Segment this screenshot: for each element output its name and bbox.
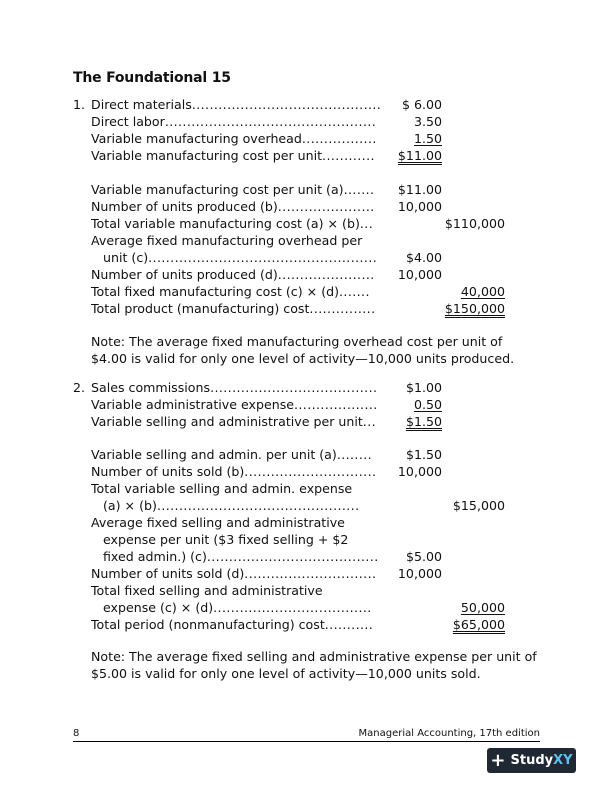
row-label: fixed admin.) (c) bbox=[103, 549, 207, 564]
section-2-row bbox=[0, 582, 612, 599]
row-label: Variable administrative expense bbox=[91, 397, 294, 412]
leader-dots: ... bbox=[359, 216, 374, 231]
section-1-row bbox=[0, 198, 612, 215]
section-1-row bbox=[0, 232, 612, 249]
section-1-row bbox=[0, 130, 612, 147]
section-2-row bbox=[0, 463, 612, 480]
leader-dots: ....... bbox=[339, 284, 370, 299]
leader-dots: ................... bbox=[294, 397, 378, 412]
section-2-row bbox=[0, 396, 612, 413]
amount: 10,000 bbox=[397, 199, 442, 214]
row-label: Number of units produced (b) bbox=[91, 199, 278, 214]
row-label: Total variable selling and admin. expense bbox=[91, 481, 353, 496]
note: Note: The average fixed selling and administrative expense per unit of $5.00 is valid for only one level of activity—10,000 units sold. bbox=[91, 649, 537, 681]
leader-dots: ................................................ bbox=[164, 114, 377, 129]
row-label: Average fixed selling and administrative bbox=[91, 515, 345, 530]
amount: 1.50 bbox=[413, 131, 442, 146]
amount: $ 6.00 bbox=[401, 97, 442, 112]
leader-dots: ............... bbox=[309, 301, 376, 316]
amount: $5.00 bbox=[405, 549, 442, 564]
section-1-row bbox=[0, 266, 612, 283]
section-2-row bbox=[0, 548, 612, 565]
amount: $11.00 bbox=[397, 182, 442, 197]
section-2-row bbox=[0, 514, 612, 531]
section-1-row bbox=[0, 181, 612, 198]
leader-dots: ........... bbox=[324, 617, 374, 632]
row-label: Average fixed manufacturing overhead per bbox=[91, 233, 363, 248]
plus-icon: + bbox=[490, 749, 506, 771]
section-number: 1. bbox=[73, 97, 86, 112]
row-label: Number of units produced (d) bbox=[91, 267, 278, 282]
row-label: Total fixed selling and administrative bbox=[91, 583, 323, 598]
leader-dots: ....... bbox=[343, 182, 375, 197]
section-1-row bbox=[0, 215, 612, 232]
row-label: Total fixed manufacturing cost (c) × (d) bbox=[91, 284, 340, 299]
row-label: Total product (manufacturing) cost bbox=[91, 301, 310, 316]
logo-text: Study bbox=[510, 753, 554, 768]
section-1-row bbox=[0, 96, 612, 113]
amount: $1.50 bbox=[405, 414, 442, 429]
page-title: The Foundational 15 bbox=[73, 70, 231, 86]
total-amount: $110,000 bbox=[444, 216, 505, 231]
section-2-row bbox=[0, 413, 612, 430]
amount: 10,000 bbox=[397, 267, 442, 282]
leader-dots: ...................................... bbox=[210, 380, 378, 395]
note: Note: The average fixed manufacturing overhead cost per unit of $4.00 is valid for only one level of activity—10,000 units produced. bbox=[91, 334, 515, 366]
amount: 10,000 bbox=[397, 464, 442, 479]
leader-dots: ........................................... bbox=[191, 97, 382, 112]
section-1-row bbox=[0, 283, 612, 300]
amount: $1.50 bbox=[405, 447, 442, 462]
row-label: Variable manufacturing overhead bbox=[91, 131, 302, 146]
total-amount: $65,000 bbox=[452, 617, 505, 632]
logo-accent: XY bbox=[553, 753, 573, 768]
row-label: (a) × (b) bbox=[103, 498, 157, 513]
leader-dots: .............................. bbox=[244, 566, 377, 581]
page-number: 8 bbox=[73, 728, 80, 739]
leader-dots: ...................... bbox=[277, 199, 375, 214]
total-amount: $150,000 bbox=[444, 301, 505, 316]
section-2-row bbox=[0, 446, 612, 463]
row-label: Variable selling and admin. per unit (a) bbox=[91, 447, 337, 462]
leader-dots: ........ bbox=[336, 447, 373, 462]
amount: 0.50 bbox=[413, 397, 442, 412]
row-label: expense per unit ($3 fixed selling + $2 bbox=[103, 532, 349, 547]
row-label: Variable manufacturing cost per unit (a) bbox=[91, 182, 344, 197]
leader-dots: .................................... bbox=[213, 600, 372, 615]
row-label: Total variable manufacturing cost (a) × (b) bbox=[91, 216, 360, 231]
section-2-row bbox=[0, 531, 612, 548]
leader-dots: ............ bbox=[322, 148, 375, 163]
leader-dots: ... bbox=[362, 414, 377, 429]
row-label: Variable manufacturing cost per unit bbox=[91, 148, 323, 163]
row-label: Number of units sold (d) bbox=[91, 566, 245, 581]
total-amount: $15,000 bbox=[452, 498, 505, 513]
amount: 10,000 bbox=[397, 566, 442, 581]
row-label: unit (c) bbox=[103, 250, 149, 265]
total-amount: 50,000 bbox=[460, 600, 505, 615]
amount: 3.50 bbox=[413, 114, 442, 129]
section-2-row bbox=[0, 379, 612, 396]
section-1-row bbox=[0, 113, 612, 130]
row-label: Variable selling and administrative per unit bbox=[91, 414, 363, 429]
leader-dots: .............................. bbox=[244, 464, 377, 479]
leader-dots: ....................................... bbox=[206, 549, 379, 564]
leader-dots: .............................................. bbox=[156, 498, 360, 513]
section-2-row bbox=[0, 565, 612, 582]
footer-rule bbox=[73, 741, 540, 742]
leader-dots: .................................................... bbox=[148, 250, 378, 265]
section-2-row bbox=[0, 480, 612, 497]
row-label: Direct labor bbox=[91, 114, 165, 129]
section-2-row bbox=[0, 599, 612, 616]
total-amount: 40,000 bbox=[460, 284, 505, 299]
section-2-row bbox=[0, 616, 612, 633]
leader-dots: ...................... bbox=[277, 267, 375, 282]
studyxy-logo bbox=[487, 748, 576, 773]
row-label: Number of units sold (b) bbox=[91, 464, 245, 479]
section-1-row bbox=[0, 147, 612, 164]
section-1-row bbox=[0, 249, 612, 266]
leader-dots: ................. bbox=[301, 131, 377, 146]
amount: $11.00 bbox=[397, 148, 442, 163]
row-label: expense (c) × (d) bbox=[103, 600, 214, 615]
section-2-row bbox=[0, 497, 612, 514]
row-label: Total period (nonmanufacturing) cost bbox=[91, 617, 325, 632]
amount: $4.00 bbox=[405, 250, 442, 265]
book-title: Managerial Accounting, 17th edition bbox=[358, 728, 540, 739]
section-1-row bbox=[0, 300, 612, 317]
section-number: 2. bbox=[73, 380, 86, 395]
amount: $1.00 bbox=[405, 380, 442, 395]
row-label: Sales commissions bbox=[91, 380, 211, 395]
row-label: Direct materials bbox=[91, 97, 192, 112]
